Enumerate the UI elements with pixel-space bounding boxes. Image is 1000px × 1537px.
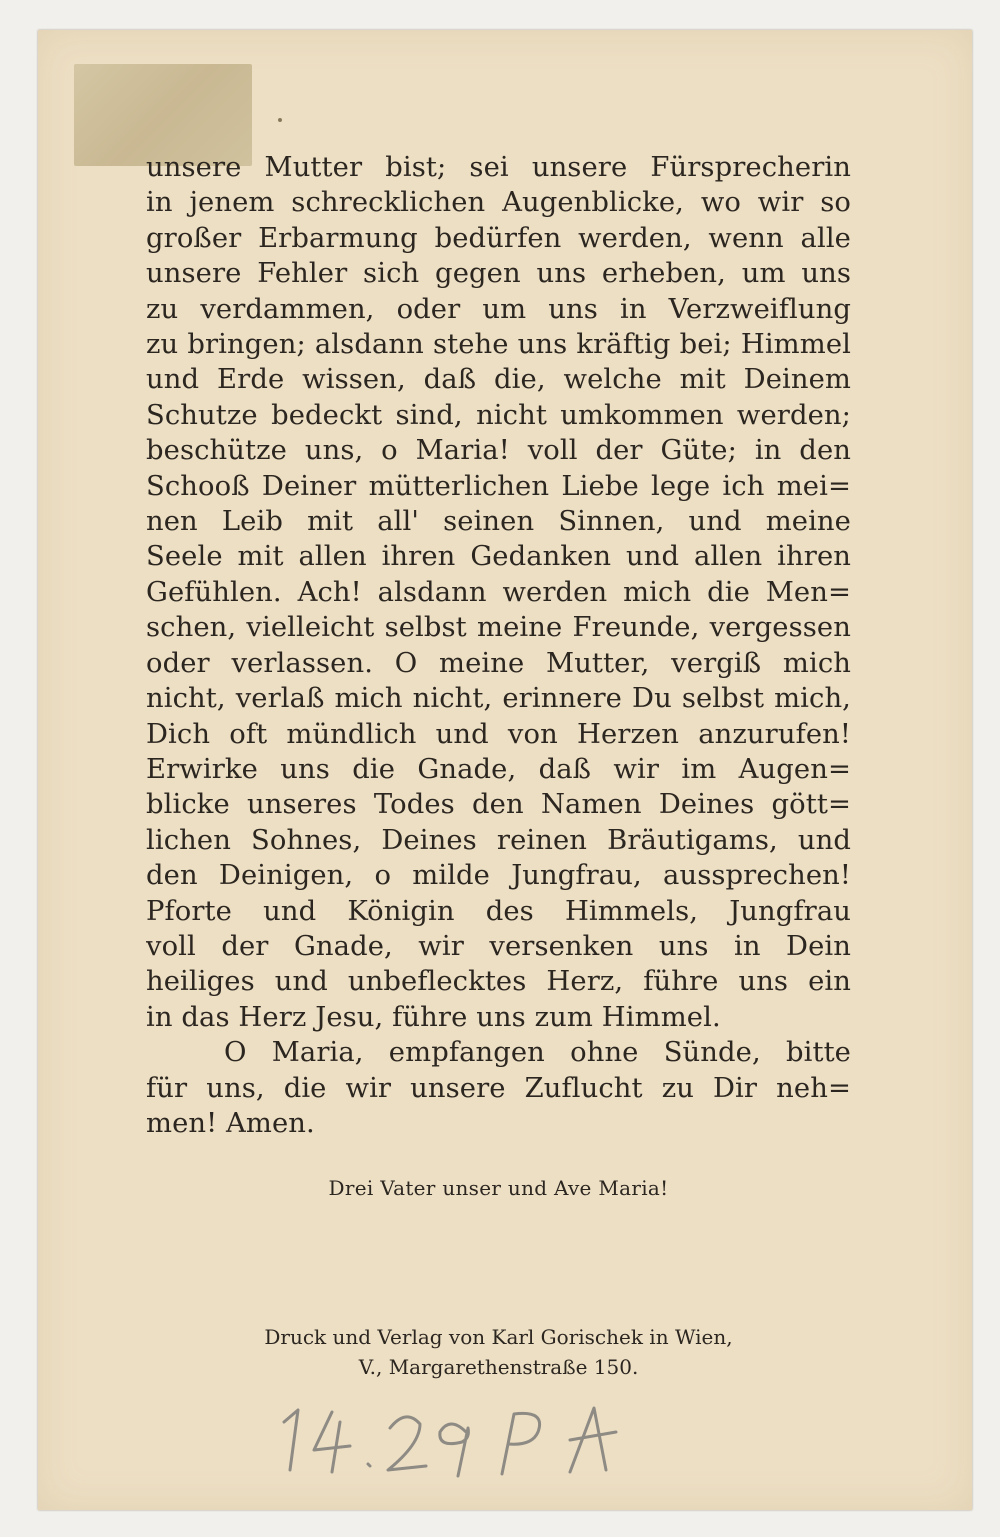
prayer-line: zu verdammen, oder um uns in Verzweiflung [146,293,851,325]
imprint-line-2: V., Margarethenstraße 150. [358,1355,639,1379]
prayer-line: in das Herz Jesu, führe uns zum Himmel. [146,1001,721,1033]
prayer-line: zu bringen; alsdann stehe uns kräftig bei; Himmel [146,329,851,361]
printer-imprint [146,1322,851,1382]
prayer-line: unsere Mutter bist; sei unsere Fürsprecherin [146,152,851,183]
prayer-line: O Maria, empfangen ohne Sünde, bitte [224,1037,851,1069]
prayer-line: nen Leib mit all' seinen Sinnen, und meine [146,506,851,538]
prayer-line: Erwirke uns die Gnade, daß wir im Augen= [146,753,851,785]
prayer-line: in jenem schrecklichen Augenblicke, wo wir so [146,187,851,219]
prayer-line: den Deinigen, o milde Jungfrau, aussprechen! [146,860,851,892]
prayer-line: lichen Sohnes, Deines reinen Bräutigams, und [146,824,851,856]
prayer-line: nicht, verlaß mich nicht, erinnere Du selbst mich, [146,683,851,715]
prayer-line: großer Erbarmung bedürfen werden, wenn alle [146,222,851,254]
prayer-line: Seele mit allen ihren Gedanken und allen ihren [146,541,851,573]
prayer-line: Schutze bedeckt sind, nicht umkommen werden; [146,399,851,431]
prayer-line: heiliges und unbeflecktes Herz, führe uns ein [146,966,851,998]
prayer-line: für uns, die wir unsere Zuflucht zu Dir neh= [146,1072,851,1104]
prayer-line: und Erde wissen, daß die, welche mit Deinem [146,364,851,396]
prayer-line: blicke unseres Todes den Namen Deines gött= [146,789,851,821]
prayer-line: Pforte und Königin des Himmels, Jungfrau [146,895,851,927]
prayer-line: Schooß Deiner mütterlichen Liebe lege ich mei= [146,470,851,502]
imprint-line-1: Druck und Verlag von Karl Gorischek in Wien, [264,1325,733,1349]
paper-speck [278,118,282,122]
prayer-line: voll der Gnade, wir versenken uns in Dein [146,930,851,962]
prayer-line: Dich oft mündlich und von Herzen anzurufen! [146,718,851,750]
prayer-line: men! Amen. [146,1107,315,1139]
prayer-line: unsere Fehler sich gegen uns erheben, um uns [146,258,851,290]
pencil-inventory-note [270,1392,650,1482]
closing-instruction: Drei Vater unser und Ave Maria! [328,1176,669,1200]
prayer-line: beschütze uns, o Maria! voll der Güte; in den [146,435,851,467]
prayer-line: oder verlassen. O meine Mutter, vergiß mich [146,647,851,679]
prayer-line: Gefühlen. Ach! alsdann werden mich die Men= [146,576,851,608]
prayer-line: schen, vielleicht selbst meine Freunde, vergessen [146,612,851,644]
prayer-text [146,150,851,1141]
